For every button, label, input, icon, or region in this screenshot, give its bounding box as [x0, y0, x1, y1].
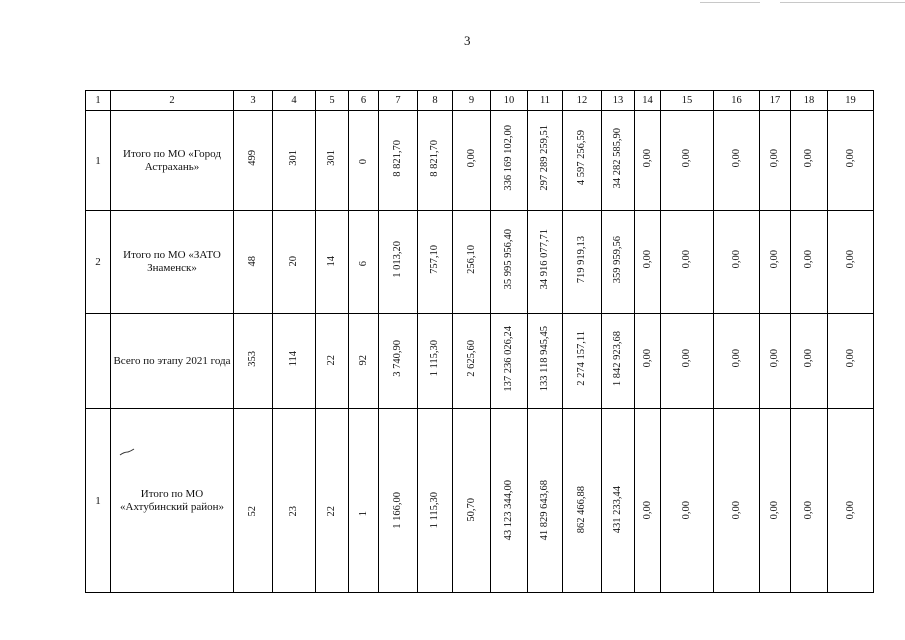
rotated-value: 34 282 585,90 — [612, 127, 623, 189]
rotated-value: 0,00 — [641, 250, 653, 269]
value-cell — [453, 211, 491, 314]
rotated-value: 2 625,60 — [465, 340, 477, 377]
row-number-cell: 1 — [86, 409, 111, 593]
value-cell — [528, 111, 563, 211]
rotated-value: 0,00 — [769, 349, 780, 368]
value-cell — [760, 409, 791, 593]
rotated-value: 1 115,30 — [429, 491, 440, 529]
rotated-value: 0,00 — [681, 500, 692, 520]
rotated-value: 22 — [326, 354, 337, 365]
rotated-value: 301 — [326, 150, 337, 166]
column-number-header: 1 — [86, 91, 111, 111]
value-cell — [379, 314, 418, 409]
rotated-value: 336 169 102,00 — [503, 125, 514, 191]
rotated-value: 862 466,88 — [576, 486, 587, 534]
rotated-value: 50,70 — [465, 498, 477, 522]
municipality-name-cell: Итого по МО «ЗАТО Знаменск» — [111, 211, 234, 314]
value-cell — [661, 314, 714, 409]
column-number-header: 16 — [714, 91, 760, 111]
value-cell — [418, 409, 453, 593]
column-number-header: 5 — [316, 91, 349, 111]
value-cell — [316, 111, 349, 211]
rotated-value: 353 — [247, 350, 258, 367]
column-number-header: 10 — [491, 91, 528, 111]
table-row — [86, 314, 874, 409]
rotated-value: 8 821,70 — [392, 139, 403, 177]
rotated-value: 1 115,30 — [429, 340, 440, 377]
value-cell — [635, 211, 661, 314]
rotated-value: 0,00 — [681, 250, 692, 269]
value-cell — [349, 211, 379, 314]
rotated-value: 1 842 923,68 — [612, 330, 623, 387]
value-cell — [602, 314, 635, 409]
rotated-value: 297 289 259,51 — [539, 125, 550, 191]
value-cell — [234, 409, 273, 593]
value-cell — [828, 409, 874, 593]
rotated-value: 301 — [288, 150, 299, 166]
rotated-value: 2 274 157,11 — [576, 331, 587, 386]
value-cell — [273, 111, 316, 211]
rotated-value: 4 597 256,59 — [576, 130, 587, 186]
rotated-value: 1 013,20 — [392, 241, 403, 278]
row-number-cell: 2 — [86, 211, 111, 314]
rotated-value: 20 — [288, 255, 299, 266]
value-cell — [563, 314, 602, 409]
rotated-value: 0,00 — [803, 250, 814, 269]
rotated-value: 0,00 — [844, 349, 856, 368]
rotated-value: 0,00 — [681, 349, 692, 368]
value-cell — [714, 314, 760, 409]
value-cell — [528, 314, 563, 409]
rotated-value: 0,00 — [730, 250, 742, 269]
rotated-value: 256,10 — [465, 245, 477, 274]
column-number-header: 9 — [453, 91, 491, 111]
rotated-value: 8 821,70 — [429, 139, 440, 177]
column-number-header: 8 — [418, 91, 453, 111]
rotated-value: 0,00 — [641, 500, 653, 520]
rotated-value: 0,00 — [730, 349, 742, 368]
value-cell — [760, 314, 791, 409]
column-number-header: 4 — [273, 91, 316, 111]
rotated-value: 114 — [288, 350, 299, 367]
rotated-value: 52 — [247, 506, 258, 517]
value-cell — [602, 211, 635, 314]
rotated-value: 0,00 — [769, 500, 780, 520]
value-cell — [491, 111, 528, 211]
rotated-value: 14 — [326, 255, 337, 266]
value-cell — [661, 409, 714, 593]
rotated-value: 0,00 — [803, 500, 814, 520]
value-cell — [491, 409, 528, 593]
column-number-header: 15 — [661, 91, 714, 111]
value-cell — [349, 111, 379, 211]
table-header-row — [86, 91, 874, 111]
rotated-value: 133 118 945,45 — [539, 325, 550, 392]
rotated-value: 1 — [357, 511, 369, 517]
value-cell — [418, 211, 453, 314]
table-row — [86, 111, 874, 211]
value-cell — [791, 314, 828, 409]
scan-edge-line — [700, 2, 760, 3]
municipality-name-cell: Всего по этапу 2021 года — [111, 314, 234, 409]
value-cell — [602, 111, 635, 211]
rotated-value: 137 236 026,24 — [503, 325, 514, 392]
value-cell — [453, 409, 491, 593]
rotated-value: 0,00 — [641, 349, 653, 368]
municipality-name-cell: Итого по МО «Ахтубинский район» — [111, 409, 234, 593]
rotated-value: 22 — [326, 506, 337, 517]
rotated-value: 0,00 — [465, 148, 477, 168]
column-number-header: 13 — [602, 91, 635, 111]
rotated-value: 43 123 344,00 — [503, 479, 514, 541]
value-cell — [234, 211, 273, 314]
column-number-header: 6 — [349, 91, 379, 111]
value-cell — [714, 409, 760, 593]
value-cell — [273, 409, 316, 593]
value-cell — [828, 211, 874, 314]
rotated-value: 0,00 — [844, 500, 856, 520]
value-cell — [349, 409, 379, 593]
rotated-value: 499 — [247, 150, 258, 166]
value-cell — [273, 314, 316, 409]
rotated-value: 41 829 643,68 — [539, 479, 550, 541]
value-cell — [349, 314, 379, 409]
value-cell — [453, 314, 491, 409]
rotated-value: 92 — [357, 354, 369, 365]
value-cell — [714, 111, 760, 211]
column-number-header: 18 — [791, 91, 828, 111]
column-number-header: 14 — [635, 91, 661, 111]
value-cell — [828, 111, 874, 211]
rotated-value: 0,00 — [844, 250, 856, 269]
rotated-value: 1 166,00 — [392, 491, 403, 529]
value-cell — [418, 111, 453, 211]
rotated-value: 35 995 956,40 — [503, 229, 514, 290]
value-cell — [661, 111, 714, 211]
column-number-header: 19 — [828, 91, 874, 111]
rotated-value: 0,00 — [803, 349, 814, 368]
rotated-value: 34 916 077,71 — [539, 229, 550, 290]
value-cell — [563, 111, 602, 211]
column-number-header: 2 — [111, 91, 234, 111]
rotated-value: 0 — [357, 159, 369, 165]
value-cell — [602, 409, 635, 593]
rotated-value: 23 — [288, 506, 299, 517]
value-cell — [316, 314, 349, 409]
page-number: 3 — [464, 33, 471, 48]
value-cell — [791, 211, 828, 314]
rotated-value: 0,00 — [769, 250, 780, 269]
table-body — [86, 91, 874, 593]
rotated-value: 0,00 — [844, 148, 856, 168]
column-number-header: 3 — [234, 91, 273, 111]
value-cell — [714, 211, 760, 314]
value-cell — [453, 111, 491, 211]
value-cell — [528, 409, 563, 593]
rotated-value: 719 919,13 — [576, 235, 587, 284]
value-cell — [563, 211, 602, 314]
value-cell — [661, 211, 714, 314]
row-number-cell — [86, 314, 111, 409]
rotated-value: 757,10 — [429, 245, 440, 274]
value-cell — [273, 211, 316, 314]
rotated-value: 0,00 — [730, 500, 742, 520]
rotated-value: 0,00 — [769, 148, 780, 168]
value-cell — [491, 314, 528, 409]
municipality-name-cell: Итого по МО «Город Астрахань» — [111, 111, 234, 211]
value-cell — [234, 111, 273, 211]
value-cell — [760, 111, 791, 211]
row-number-cell: 1 — [86, 111, 111, 211]
rotated-value: 431 233,44 — [612, 486, 623, 534]
rotated-value: 359 959,56 — [612, 235, 623, 284]
rotated-value: 3 740,90 — [392, 340, 403, 377]
value-cell — [528, 211, 563, 314]
value-cell — [316, 211, 349, 314]
rotated-value: 0,00 — [730, 148, 742, 168]
value-cell — [635, 314, 661, 409]
column-number-header: 11 — [528, 91, 563, 111]
column-number-header: 12 — [563, 91, 602, 111]
value-cell — [316, 409, 349, 593]
scan-edge-line — [780, 2, 905, 3]
value-cell — [491, 211, 528, 314]
rotated-value: 6 — [357, 260, 369, 266]
rotated-value: 0,00 — [681, 148, 692, 168]
value-cell — [379, 111, 418, 211]
value-cell — [760, 211, 791, 314]
value-cell — [379, 211, 418, 314]
value-cell — [791, 111, 828, 211]
value-cell — [635, 409, 661, 593]
value-cell — [234, 314, 273, 409]
rotated-value: 48 — [247, 255, 258, 266]
value-cell — [791, 409, 828, 593]
column-number-header: 17 — [760, 91, 791, 111]
value-cell — [379, 409, 418, 593]
value-cell — [418, 314, 453, 409]
table-row — [86, 409, 874, 593]
value-cell — [563, 409, 602, 593]
column-number-header: 7 — [379, 91, 418, 111]
table-row — [86, 211, 874, 314]
rotated-value: 0,00 — [803, 148, 814, 168]
value-cell — [635, 111, 661, 211]
pen-mark — [119, 448, 135, 458]
summary-table — [85, 90, 874, 593]
rotated-value: 0,00 — [641, 148, 653, 168]
value-cell — [828, 314, 874, 409]
